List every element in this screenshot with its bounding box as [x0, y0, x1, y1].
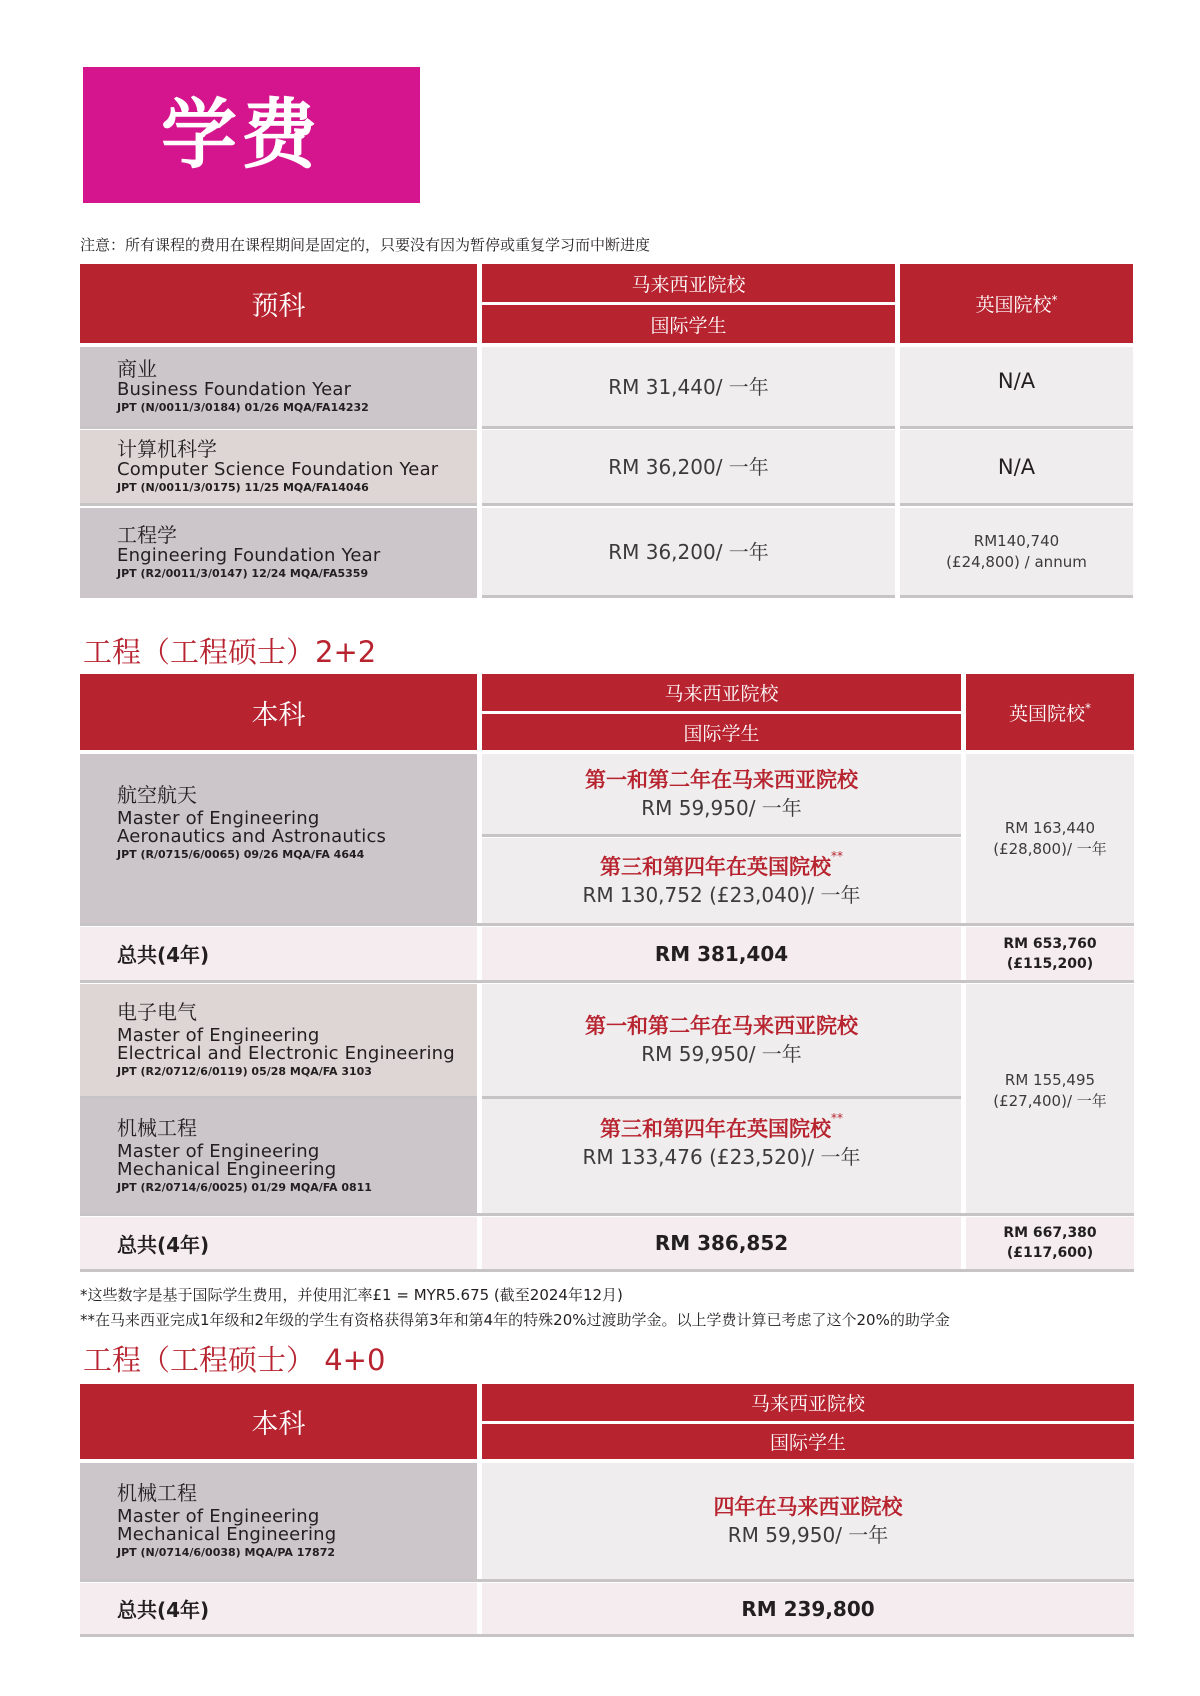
- fee-value: RM 130,752 (£23,040)/ 一年: [582, 882, 861, 907]
- fee-value: RM 36,200/ 一年: [608, 454, 769, 479]
- program-name-en: Business Foundation Year: [117, 378, 352, 400]
- total-value: RM 239,800: [741, 1596, 875, 1621]
- table1-cs-my-fee: [482, 430, 895, 506]
- program-name-cn: 机械工程: [117, 1480, 197, 1505]
- program-name-en: Mechanical Engineering: [117, 1523, 337, 1545]
- program-degree-en: Master of Engineering: [117, 1140, 320, 1162]
- fee-value-gbp: (£24,800) / annum: [946, 552, 1087, 571]
- table1-header-international-label: 国际学生: [650, 314, 727, 337]
- program-name-cn: 工程学: [117, 523, 177, 547]
- table3-mech-my-fee: [482, 1463, 1134, 1579]
- table2-header-uk-mark: *: [1085, 701, 1091, 715]
- table2-row-aeronautics: [80, 754, 477, 923]
- table2-header-uk-label: 英国院校: [1008, 702, 1085, 725]
- program-code: JPT (R2/0714/6/0025) 01/29 MQA/FA 0811: [117, 1180, 372, 1194]
- table2-shared-year34: [482, 1099, 961, 1213]
- table1-header-international: [482, 305, 895, 343]
- table2-total2-uk: [966, 1217, 1134, 1269]
- row-divider: [80, 980, 1134, 983]
- table3-header-undergrad-label: 本科: [251, 1409, 306, 1440]
- program-code: JPT (N/0011/3/0175) 11/25 MQA/FA14046: [117, 480, 369, 494]
- total-value: RM 653,760: [1003, 935, 1097, 952]
- total-value: RM 667,380: [1003, 1225, 1097, 1241]
- table1-header-foundation: [80, 264, 477, 343]
- table1-header-uk-label: 英国院校: [975, 294, 1052, 316]
- section-title-2plus2: 工程（工程硕士）2+2: [83, 635, 377, 669]
- table2-header-international: [482, 714, 961, 750]
- program-code: JPT (R2/0011/3/0147) 12/24 MQA/FA5359: [117, 567, 369, 580]
- four-year-label: 四年在马来西亚院校: [713, 1495, 903, 1519]
- program-code: JPT (R2/0712/6/0119) 05/28 MQA/FA 3103: [117, 1064, 372, 1078]
- table2-total2-label: [80, 1217, 477, 1269]
- program-code: JPT (N/0714/6/0038) MQA/PA 17872: [117, 1545, 336, 1559]
- table2-aero-uk-fee: [966, 754, 1134, 923]
- year34-label: 第三和第四年在英国院校: [600, 854, 831, 879]
- table3-header-international: [482, 1424, 1134, 1459]
- row-divider: [80, 1579, 1134, 1582]
- fee-value: RM 133,476 (£23,520)/ 一年: [582, 1145, 861, 1169]
- year12-label: 第一和第二年在马来西亚院校: [585, 1014, 858, 1038]
- table1-header-uk-mark: *: [1051, 292, 1058, 307]
- table1-business-uk-fee: [900, 347, 1133, 429]
- table1-cs-uk-fee: [900, 430, 1133, 506]
- total-label: 总共(4年): [117, 1232, 210, 1257]
- table1-row-business: [80, 347, 477, 429]
- table2-header-international-label: 国际学生: [683, 722, 760, 745]
- program-name-en: Engineering Foundation Year: [117, 545, 381, 566]
- table2-total1-my: [482, 927, 961, 980]
- page-title-banner: [83, 67, 420, 203]
- program-name-cn: 计算机科学: [117, 436, 217, 461]
- table3-header-international-label: 国际学生: [769, 1432, 846, 1454]
- row-divider: [80, 923, 1134, 926]
- year34-mark: **: [831, 1111, 843, 1125]
- total-value-gbp: (£117,600): [1006, 1245, 1094, 1261]
- fee-value: RM140,740: [973, 531, 1060, 550]
- program-name-en: Electrical and Electronic Engineering: [117, 1042, 455, 1064]
- table2-header-malaysia-label: 马来西亚院校: [664, 683, 779, 705]
- program-name-cn: 机械工程: [117, 1115, 197, 1140]
- fee-value: RM 36,200/ 一年: [608, 539, 769, 564]
- row-divider: [80, 1213, 1134, 1216]
- table1-header-malaysia: [482, 264, 895, 302]
- fee-value: RM 31,440/ 一年: [608, 374, 769, 399]
- program-name-cn: 电子电气: [117, 999, 197, 1024]
- total-value-gbp: (£115,200): [1006, 955, 1094, 972]
- table2-aero-year34: [482, 838, 961, 923]
- year12-label: 第一和第二年在马来西亚院校: [585, 768, 858, 792]
- table1-business-my-fee: [482, 347, 895, 429]
- row-divider: [80, 1269, 1134, 1272]
- program-degree-en: Master of Engineering: [117, 1024, 320, 1046]
- table2-header-malaysia: [482, 674, 961, 711]
- total-value: RM 381,404: [654, 941, 789, 966]
- page-title: 学费: [161, 90, 321, 179]
- table1-row-computer-science: [80, 430, 477, 506]
- section-title-4plus0: 工程（工程硕士） 4+0: [83, 1343, 386, 1377]
- program-name-en: Mechanical Engineering: [117, 1158, 337, 1180]
- table2-row-mechanical: [80, 1099, 477, 1213]
- table3-header-malaysia: [482, 1384, 1134, 1421]
- table1-header-malaysia-label: 马来西亚院校: [631, 273, 746, 296]
- table2-header-undergrad-label: 本科: [251, 699, 306, 731]
- table3-row-mechanical: [80, 1463, 477, 1579]
- table2-shared-uk-fee: [966, 984, 1134, 1213]
- fee-value: N/A: [997, 454, 1036, 479]
- table3-header-undergrad: [80, 1384, 477, 1459]
- table2-header-uk: [966, 674, 1134, 750]
- total-label: 总共(4年): [117, 943, 210, 967]
- total-value: RM 386,852: [654, 1231, 789, 1255]
- table1-header-foundation-label: 预科: [251, 291, 306, 322]
- program-code: JPT (N/0011/3/0184) 01/26 MQA/FA14232: [117, 400, 369, 414]
- program-name-cn: 商业: [117, 356, 157, 381]
- year34-label: 第三和第四年在英国院校: [600, 1117, 831, 1141]
- fee-value: RM 59,950/ 一年: [727, 1523, 889, 1547]
- table2-row-electrical: [80, 984, 477, 1096]
- fixed-fee-note: 注意：所有课程的费用在课程期间是固定的，只要没有因为暂停或重复学习而中断进度: [80, 236, 651, 254]
- row-divider: [80, 1634, 1134, 1637]
- table2-total2-my: [482, 1217, 961, 1269]
- program-name-en: Computer Science Foundation Year: [117, 458, 439, 480]
- program-code: JPT (R/0715/6/0065) 09/26 MQA/FA 4644: [117, 848, 365, 861]
- program-name-en: Aeronautics and Astronautics: [117, 826, 387, 847]
- table1-row-engineering: [80, 508, 477, 598]
- table2-header-undergrad: [80, 674, 477, 750]
- table3-header-malaysia-label: 马来西亚院校: [750, 1393, 865, 1415]
- fee-value: RM 155,495: [1004, 1070, 1096, 1089]
- fee-value: RM 163,440: [1004, 818, 1096, 837]
- fee-value-gbp: (£27,400)/ 一年: [993, 1091, 1107, 1110]
- fee-value-gbp: (£28,800)/ 一年: [993, 839, 1107, 858]
- footnote-exchange-rate: *这些数字是基于国际学生费用，并使用汇率£1 = MYR5.675 (截至2024年12月): [80, 1286, 623, 1304]
- table1-eng-my-fee: [482, 508, 895, 598]
- fee-value: N/A: [997, 368, 1036, 393]
- table3-total-my: [482, 1583, 1134, 1634]
- table1-header-uk: [900, 264, 1133, 343]
- fee-value: RM 59,950/ 一年: [641, 796, 802, 820]
- table3-total-label: [80, 1583, 477, 1634]
- fee-value: RM 59,950/ 一年: [641, 1042, 802, 1066]
- table2-total1-uk: [966, 927, 1134, 980]
- table2-total1-label: [80, 927, 477, 980]
- table2-shared-year12: [482, 984, 961, 1096]
- program-degree-en: Master of Engineering: [117, 1505, 320, 1527]
- program-degree-en: Master of Engineering: [117, 808, 320, 829]
- table1-eng-uk-fee: [900, 508, 1133, 598]
- year34-mark: **: [831, 848, 843, 863]
- total-label: 总共(4年): [117, 1598, 210, 1622]
- program-name-cn: 航空航天: [117, 783, 197, 807]
- footnote-transition-grant: **在马来西亚完成1年级和2年级的学生有资格获得第3年和第4年的特殊20%过渡助学金。以上学费计算已考虑了这个20%的助学金: [80, 1311, 950, 1329]
- table2-aero-year12: [482, 754, 961, 837]
